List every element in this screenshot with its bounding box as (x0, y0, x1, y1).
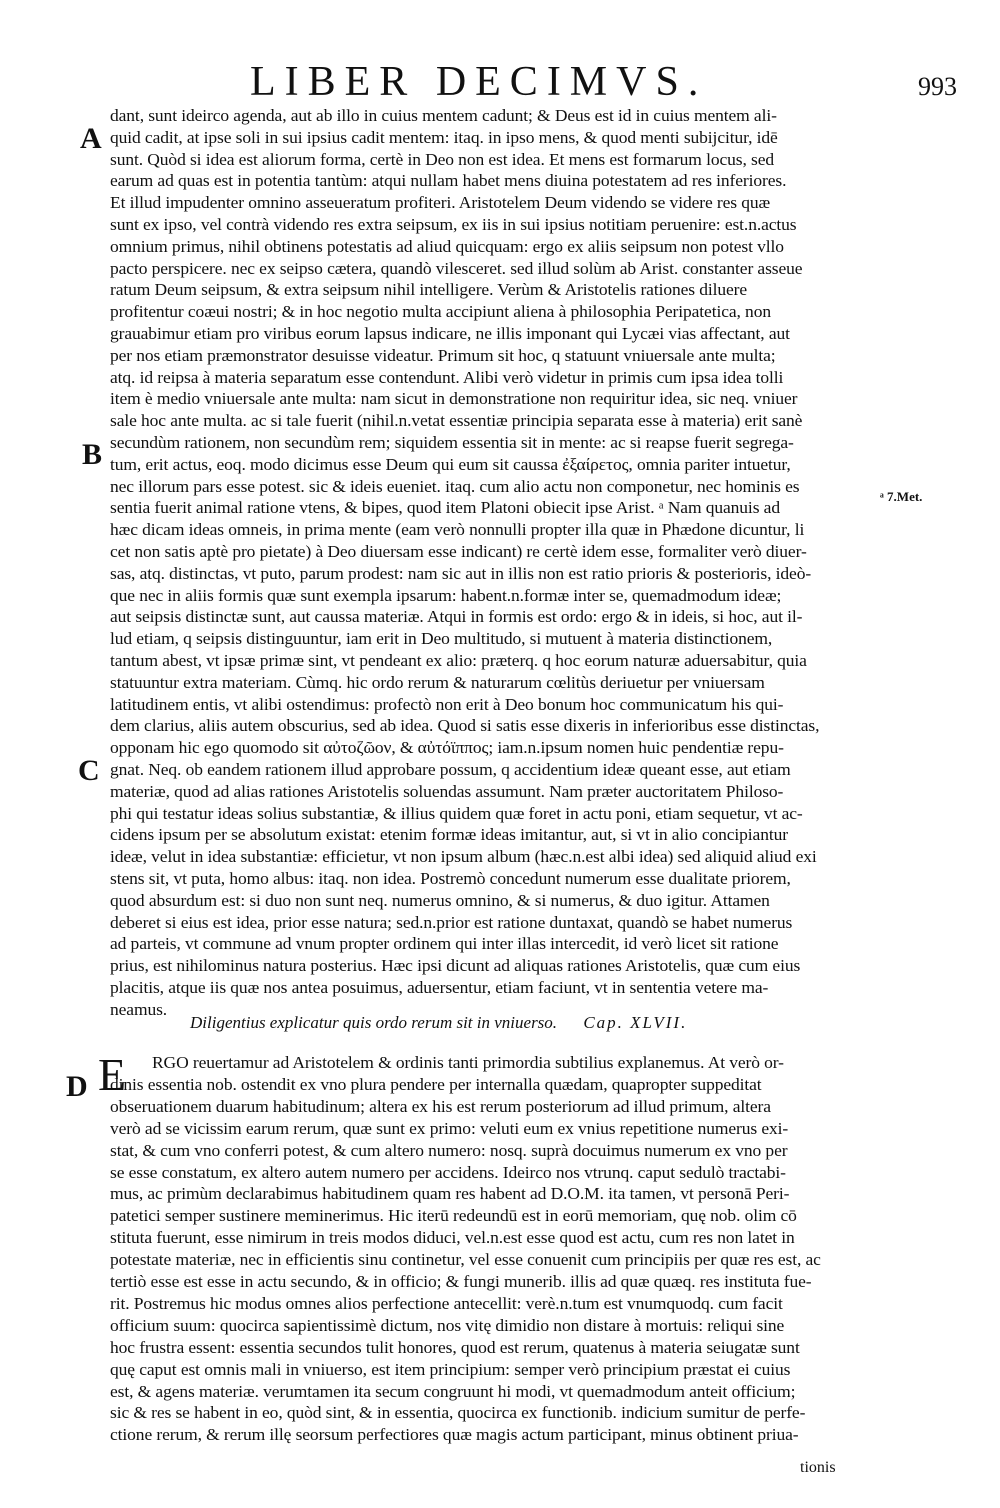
text-line: ad parteis, vt commune ad vnum propter ordinem qui inter illas intercedit, id verò licet sit ratione (110, 934, 779, 954)
text-line: placitis, atque iis quæ nos antea posuimus, aduersentur, etiam faciunt, vt in sententia vetere ma- (110, 978, 769, 997)
section-marker-d: D (66, 1070, 88, 1103)
text-line: grauabimur etiam pro viribus eorum lapsus indicare, ne illis imponant qui Lycæi vias affectant, aut (110, 324, 790, 343)
section-marker-b: B (82, 438, 103, 471)
text-line: statuuntur extra materiam. Cùmq. hic ordo rerum & naturarum cœlitùs deriuetur per vniuersam (110, 672, 765, 692)
text-line: opponam hic ego quomodo sit αὐτοζῶον, & αὐτόϊππος; iam.n.ipsum nomen huic pendentiæ repu- (110, 738, 784, 758)
catchword: tionis (800, 1459, 836, 1476)
text-line: lud etiam, q seipsis distinguuntur, iam erit in Deo multitudo, si mutuent à materia distinctionem, (110, 629, 773, 649)
text-line: phi qui testatur ideas solius substantiæ, & illius quidem quæ foret in actu poni, etiam sequetur, vt ac- (110, 803, 803, 823)
text-line: tertiò esse est esse in actu secundo, & in officio; & fungi munerib. illis ad quæ quæq. res instituta fue- (110, 1272, 812, 1291)
text-line: rit. Postremus hic modus omnes alios perfectione antecellit: verè.n.tum est vnumquodq. cum facit (110, 1293, 783, 1313)
text-line: dinis essentia nob. ostendit ex vno plura pendere per internalla quædam, quapropter suppeditat (110, 1074, 762, 1094)
text-line: latitudinem entis, vt alibi ostendimus: profectò non erit à Deo bonum hoc communicatum his qui- (110, 694, 784, 714)
text-line: dem clarius, aliis autem obscurius, sed ab idea. Quod si satis esse dixeris in inferioribus esse distinctas, (110, 716, 820, 736)
chapter-number: Cap. XLVII. (583, 1013, 688, 1032)
text-line: deberet si eius est idea, prior esse natura; sed.n.prior est ratione duntaxat, quandò se habet numerus (110, 912, 793, 932)
text-line: pacto perspicere. nec ex seipso cætera, quandò vilesceret. sed illud solùm ab Arist. constanter asseue (110, 258, 803, 278)
text-line: verò ad se vicissim earum rerum, quæ sunt ex primo: veluti eum ex vnius repetitione numerus exi- (110, 1118, 789, 1138)
text-line: ideæ, velut in idea substantiæ: efficietur, vt non ipsum album (hæc.n.est albi idea) sed aliquid aliud exi (110, 847, 817, 867)
text-line: materiæ, quod ad alias rationes Aristotelis soluendas assumunt. Nam præter auctoritatem Philoso- (110, 781, 784, 801)
margin-note-reference: ᵃ 7.Met. (880, 489, 923, 504)
text-line: quę caput est omnis mali in vniuerso, est item principium: semper verò principium præstat ei cuius (110, 1359, 791, 1379)
text-line: sentia fuerit animal ratione vtens, & bipes, quod item Platoni obiecit ipse Arist. ᵃ Nam quanuis ad (110, 498, 780, 518)
text-line: cet non satis aptè pro pietate) à Deo diuersam esse indicant) re certè idem esse, formaliter verò diuer- (110, 542, 807, 561)
text-line: quod absurdum est: si duo non sunt neq. numerus omnino, & si numerus, & duo igitur. Attamen (110, 890, 770, 910)
section-marker-a: A (80, 122, 102, 155)
text-line: mus, ac primùm declarabimus habitudinem quam res habent ad D.O.M. ita tamen, vt personā Peri- (110, 1184, 790, 1204)
text-line: RGO reuertamur ad Aristotelem & ordinis tanti primordia subtilius explanemus. At verò or- (152, 1053, 784, 1072)
text-line: officium suum: quocirca sapientissimè dictum, nos vitę dimidio non distare à mortuis: reliqui sine (110, 1315, 785, 1335)
text-line: stens sit, vt puta, homo albus: itaq. non idea. Postremò concedunt numerum esse dualitate priorem, (110, 869, 791, 888)
text-line: profitentur coæui nostri; & in hoc negotio multa accipiunt aliena à philosophia Peripatetica, non (110, 302, 771, 322)
text-line: atq. id reipsa à materia separatum esse contendunt. Alibi verò videtur in primis cum ipsa idea tolli (110, 367, 784, 387)
text-line: sunt. Quòd si idea est aliorum forma, certè in Deo non est idea. Et mens est formarum locus, sed (110, 149, 775, 169)
text-line: gnat. Neq. ob eandem rationem illud approbare possum, q accidentium ideæ queant esse, aut etiam (110, 760, 791, 779)
text-line: que nec in aliis formis quæ sunt exempla ipsarum: habent.n.formæ inter se, quemadmodum ideæ; (110, 585, 782, 605)
section-marker-c: C (78, 754, 100, 787)
text-line: nec illorum pars esse potest. sic & ideis eueniet. itaq. cum alio actu non componetur, nec hominis es (110, 476, 800, 496)
text-line: per nos etiam præmonstrator desuisse videatur. Primum sit hoc, q statuunt vniuersale ante multa; (110, 345, 776, 365)
text-line: se esse constatum, ex altero autem numero per accidens. Ideirco nos vtrunq. caput sedulò tractabi- (110, 1162, 786, 1182)
running-title: LIBER DECIMVS. (250, 59, 708, 105)
text-line: Et illud impudenter omnino asseueratum profiteri. Aristotelem Deum videndo se videre res quæ (110, 193, 771, 213)
text-line: dant, sunt ideirco agenda, aut ab illo in cuius mentem cadunt; & Deus est id in cuius mentem ali- (110, 106, 777, 125)
chapter-heading (190, 1013, 687, 1033)
text-line: hæc dicam ideas omneis, in prima mente (eam verò nonnulli propter illa quæ in Phædone dicuntur, li (110, 520, 805, 540)
text-line: quid cadit, at ipse soli in sui ipsius cadit mentem: itaq. in ipso mens, & quod menti subijcitur, idē (110, 127, 778, 147)
drop-cap-initial: E (98, 1049, 127, 1100)
text-line: est, & agens materiæ. verumtamen ita secum congruunt hi modi, vt quemadmodum anteit officium; (110, 1381, 796, 1401)
text-line: sale hoc ante multa. ac si tale fuerit (nihil.n.vetat essentiæ principia separata esse à materia) erit sanè (110, 411, 803, 431)
text-line: aut seipsis distinctæ sunt, aut caussa materiæ. Atqui in formis est ordo: ergo & in ideis, si hoc, aut il- (110, 607, 803, 627)
text-line: ctione rerum, & rerum illę seorsum perfectiores quæ magis actum participant, minus obtinent priua- (110, 1425, 799, 1445)
text-line: patetici semper sustinere meminerimus. Hic iterū redeundū est in eorū memoriam, quę nob. olim cō (110, 1206, 797, 1226)
text-line: hoc frustra essent: essentia secundos tulit honores, quod est rerum, quatenus à materia seiugatæ sunt (110, 1337, 800, 1357)
text-line: ratum Deum seipsum, & extra seipsum nihil intelligere. Verùm & Aristotelis rationes diluere (110, 280, 748, 300)
text-line: sic & res se habent in eo, quòd sint, & in essentia, quocirca ex functionib. indicium sumitur de perfe- (110, 1403, 806, 1423)
text-line: tum, erit actus, eoq. modo dicimus esse Deum qui eum sit caussa ἐξαίρετος, omnia pariter intuetur, (110, 454, 791, 474)
text-line: potestate materiæ, nec in efficientis sinu continetur, vel esse conuenit cum principiis per quæ res est, ac (110, 1250, 821, 1270)
text-line: earum ad quas est in potentia tantùm: atqui nullam habet mens diuina potestatem ad res inferiores. (110, 171, 787, 191)
text-line: secundùm rationem, non secundùm rem; siquidem essentia sit in mente: ac si reapse fuerit segrega- (110, 433, 794, 452)
text-line: neamus. (110, 999, 168, 1019)
text-line: sunt ex ipso, vel contrà videndo res extra seipsum, ex iis in sui ipsius notitiam peruenire: est.n.actus (110, 215, 797, 234)
text-line: cidens ipsum per se absolutum existat: etenim formæ ideas imitantur, aut, si vt in alio concipiantur (110, 825, 788, 845)
text-line: prius, est nihilominus natura posterius. Hæc ipsi dicunt ad aliquas rationes Aristotelis, quæ cum eius (110, 956, 801, 976)
text-line: tantum abest, vt ipsæ primæ sint, vt pendeant ex alio: præterq. q hoc eorum naturæ aduersabitur, quia (110, 651, 807, 670)
text-line: stat, & cum vno conferri potest, & cum altero numero: nosq. suprà docuimus numerum ex vno per (110, 1140, 788, 1160)
text-line: obseruationem duarum habitudinum; altera ex his est rerum posteriorum ad illud primum, altera (110, 1096, 771, 1116)
text-line: item è medio vniuersale ante multa: nam sicut in demonstratione non requiritur idea, sic neq. vniuer (110, 389, 798, 409)
text-line: stituta fuerunt, esse nimirum in treis modos diduci, vel.n.est esse quod est actu, cum res non latet in (110, 1228, 795, 1248)
chapter-title: Diligentius explicatur quis ordo rerum sit in vniuerso. (190, 1013, 558, 1032)
page-number: 993 (918, 72, 957, 101)
text-line: sas, atq. distinctas, vt puto, parum prodest: nam sic aut in illis non est ratio prioris & posterioris, ideò- (110, 563, 812, 583)
text-line: omnium primus, nihil obtinens potestatis ad aliud quicquam: ergo ex aliis seipsum non potest vllo (110, 236, 784, 256)
